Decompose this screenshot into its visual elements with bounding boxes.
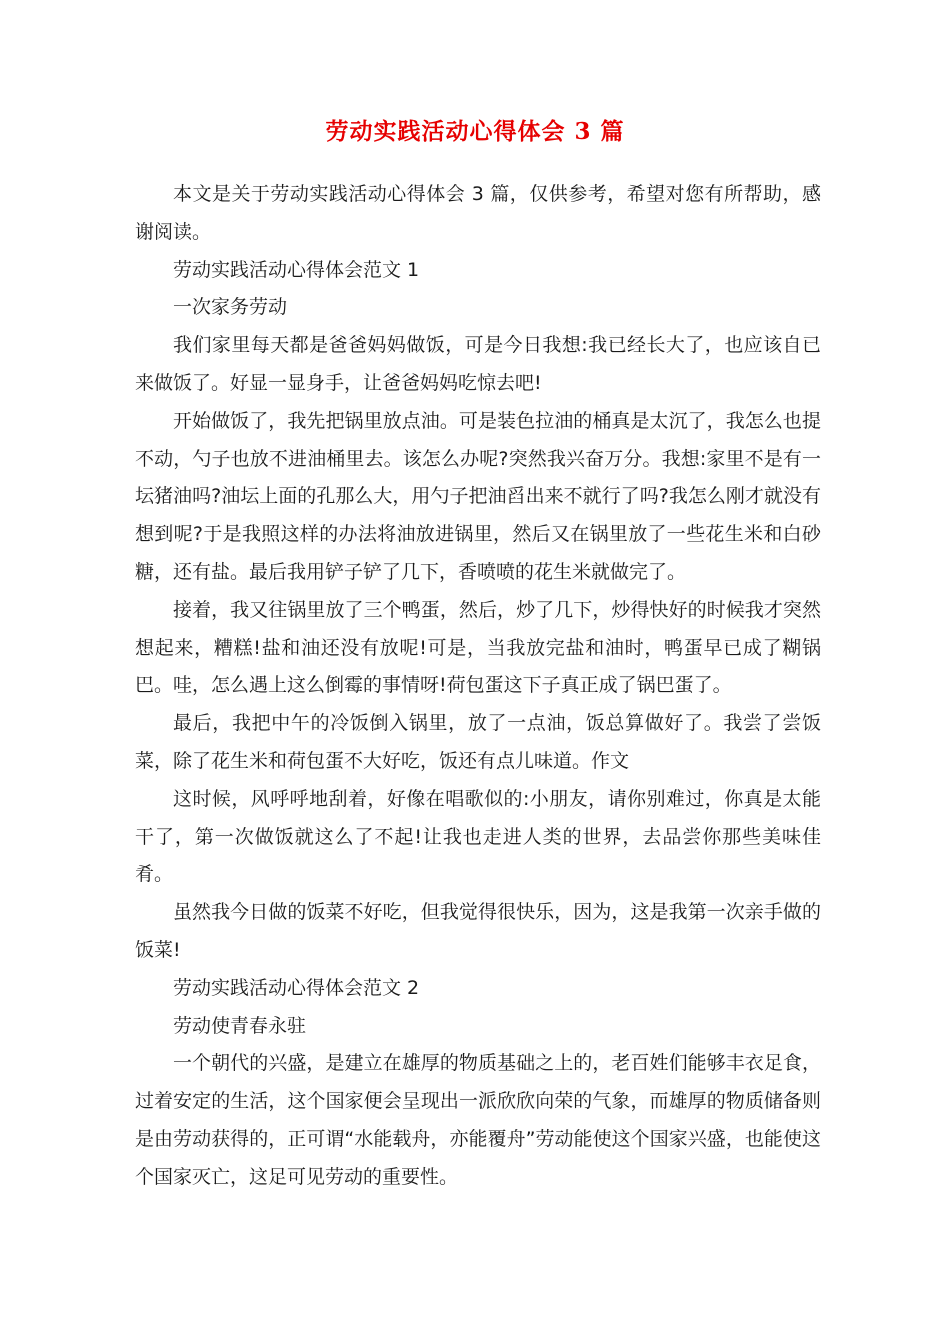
body-paragraph: 开始做饭了，我先把锅里放点油。可是装色拉油的桶真是太沉了，我怎么也提不动，勺子也放不进油桶里去。该怎么办呢?突然我兴奋万分。我想:家里不是有一坛猪油吗?油坛上面的孔那么大，用勺子把油舀出来不就行了吗?我怎么刚才就没有想到呢?于是我照这样的办法将油放进锅里，然后又在锅里放了一些花生米和白砂糖，还有盐。最后我用铲子铲了几下，香喷喷的花生米就做完了。 xyxy=(135,409,821,583)
essay-title: 劳动使青春永驻 xyxy=(173,1014,307,1037)
body-paragraph: 我们家里每天都是爸爸妈妈做饭，可是今日我想:我已经长大了，也应该自已来做饭了。好显一显身手，让爸爸妈妈吃惊去吧! xyxy=(135,334,821,394)
document-body xyxy=(135,176,821,1197)
body-paragraph: 最后，我把中午的冷饭倒入锅里，放了一点油，饭总算做好了。我尝了尝饭菜，除了花生米和荷包蛋不大好吃，饭还有点儿味道。作文 xyxy=(135,712,821,772)
body-paragraph: 一个朝代的兴盛，是建立在雄厚的物质基础之上的，老百姓们能够丰衣足食，过着安定的生活，这个国家便会呈现出一派欣欣向荣的气象，而雄厚的物质储备则是由劳动获得的，正可谓“水能载舟，亦能覆舟”劳动能使这个国家兴盛，也能使这个国家灭亡，这足可见劳动的重要性。 xyxy=(135,1052,821,1188)
essay-title: 一次家务劳动 xyxy=(173,296,288,319)
section-heading: 劳动实践活动心得体会范文 2 xyxy=(173,976,420,999)
body-paragraph: 接着，我又往锅里放了三个鸭蛋，然后，炒了几下，炒得快好的时候我才突然想起来，糟糕!盐和油还没有放呢!可是，当我放完盐和油时，鸭蛋早已成了糊锅巴。哇，怎么遇上这么倒霉的事情呀!荷包蛋这下子真正成了锅巴蛋了。 xyxy=(135,598,821,697)
document-title: 劳动实践活动心得体会 3 篇 xyxy=(325,118,625,145)
body-paragraph: 这时候，风呼呼地刮着，好像在唱歌似的:小朋友，请你别难过，你真是太能干了，第一次做饭就这么了不起!让我也走进人类的世界，去品尝你那些美味佳肴。 xyxy=(135,787,821,886)
intro-paragraph: 本文是关于劳动实践活动心得体会 3 篇，仅供参考，希望对您有所帮助，感谢阅读。 xyxy=(135,183,821,243)
section-heading: 劳动实践活动心得体会范文 1 xyxy=(173,258,420,281)
body-paragraph: 虽然我今日做的饭菜不好吃，但我觉得很快乐，因为，这是我第一次亲手做的饭菜! xyxy=(135,901,821,961)
